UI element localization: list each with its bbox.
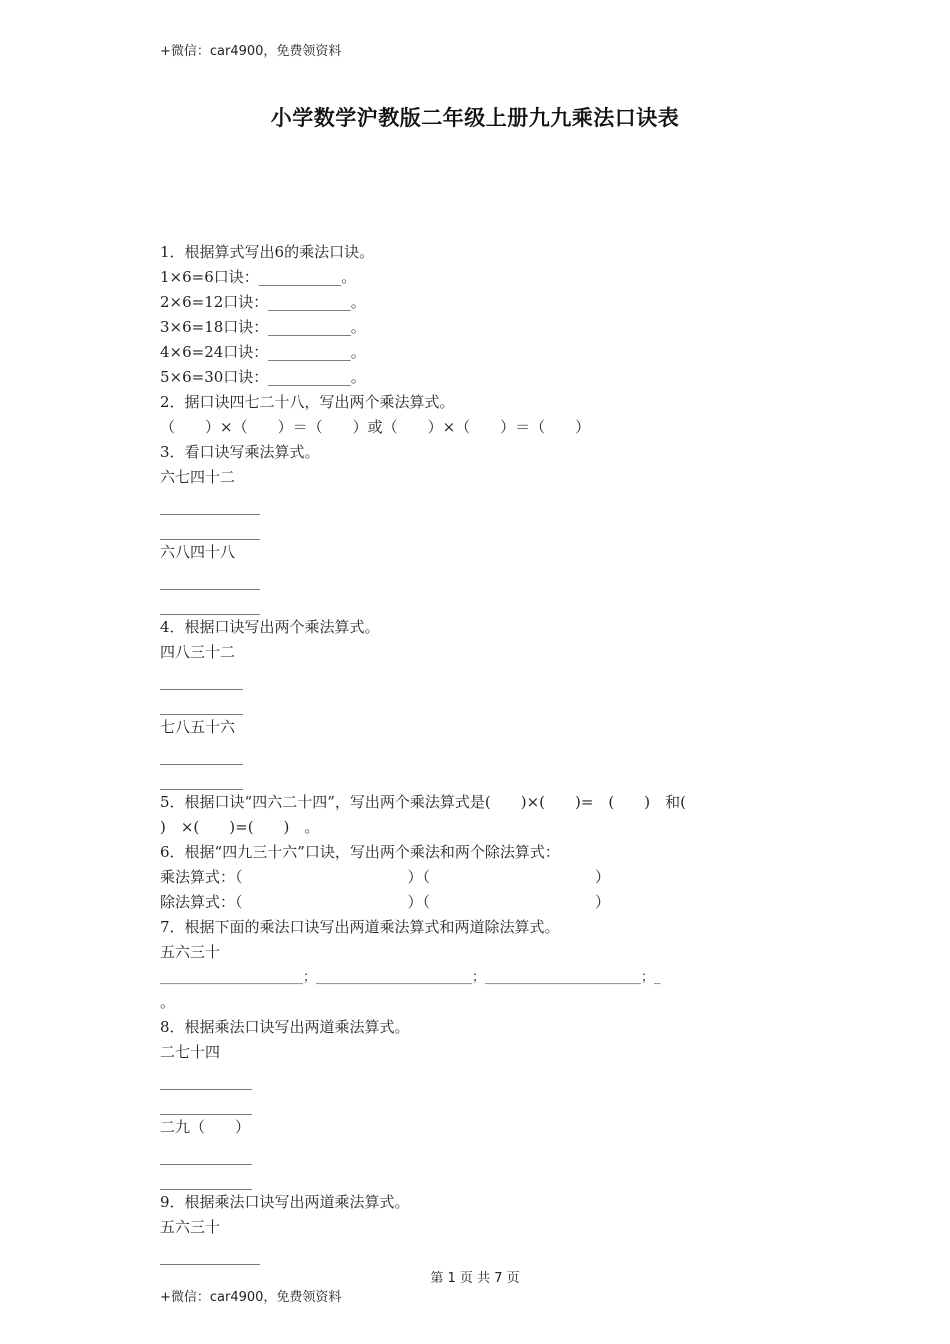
write-line[interactable] <box>160 590 800 615</box>
answer-line: 2×6=12口诀：___________。 <box>160 293 366 311</box>
rhyme-text: 六八四十八 <box>160 543 236 561</box>
document-title: 小学数学沪教版二年级上册九九乘法口诀表 <box>270 106 680 130</box>
write-line[interactable] <box>160 1165 800 1190</box>
answer-line: ______________________；________________________；________________________；_ <box>160 970 661 985</box>
write-line[interactable] <box>160 565 800 590</box>
answer-line: 。 <box>160 993 176 1011</box>
answer-line: 1×6=6口诀：___________。 <box>160 268 357 286</box>
answer-line: 3×6=18口诀：___________。 <box>160 318 366 336</box>
answer-line: 4×6=24口诀：___________。 <box>160 343 366 361</box>
document-body <box>160 240 800 1265</box>
question-5: 5．根据口诀“四六二十四”，写出两个乘法算式是( )×( )= ( ) 和( <box>160 793 686 811</box>
rhyme-text: 五六三十 <box>160 943 221 961</box>
question-6: 6．根据“四九三十六”口诀，写出两个乘法和两个除法算式： <box>160 843 560 861</box>
rhyme-text: 二九（ ） <box>160 1118 251 1136</box>
question-5-cont: ) ×( )=( ) 。 <box>160 818 320 836</box>
rhyme-text: 二七十四 <box>160 1043 221 1061</box>
write-line[interactable] <box>160 765 800 790</box>
write-line[interactable] <box>160 515 800 540</box>
write-line[interactable] <box>160 740 800 765</box>
write-line[interactable] <box>160 1240 800 1265</box>
write-line[interactable] <box>160 1065 800 1090</box>
rhyme-text: 五六三十 <box>160 1218 221 1236</box>
answer-line: 5×6=30口诀：___________。 <box>160 368 366 386</box>
question-2: 2．据口诀四七二十八，写出两个乘法算式。 <box>160 393 455 411</box>
page-footer: +微信：car4900，免费领资料 <box>160 1290 342 1305</box>
question-4: 4．根据口诀写出两个乘法算式。 <box>160 618 380 636</box>
write-line[interactable] <box>160 1090 800 1115</box>
write-line[interactable] <box>160 1140 800 1165</box>
page-number: 第 1 页 共 7 页 <box>430 1271 520 1286</box>
answer-line: 除法算式：（ ）（ ） <box>160 893 611 911</box>
question-7: 7．根据下面的乘法口诀写出两道乘法算式和两道除法算式。 <box>160 918 560 936</box>
rhyme-text: 七八五十六 <box>160 718 236 736</box>
question-9: 9．根据乘法口诀写出两道乘法算式。 <box>160 1193 410 1211</box>
page-header: +微信：car4900，免费领资料 <box>160 44 342 59</box>
write-line[interactable] <box>160 690 800 715</box>
rhyme-text: 六七四十二 <box>160 468 236 486</box>
rhyme-text: 四八三十二 <box>160 643 236 661</box>
answer-line: （ ）×（ ）＝（ ）或（ ）×（ ）＝（ ） <box>160 418 591 436</box>
question-8: 8．根据乘法口诀写出两道乘法算式。 <box>160 1018 410 1036</box>
answer-line: 乘法算式：（ ）（ ） <box>160 868 611 886</box>
question-3: 3．看口诀写乘法算式。 <box>160 443 320 461</box>
question-1: 1．根据算式写出6的乘法口诀。 <box>160 243 375 261</box>
write-line[interactable] <box>160 490 800 515</box>
write-line[interactable] <box>160 665 800 690</box>
